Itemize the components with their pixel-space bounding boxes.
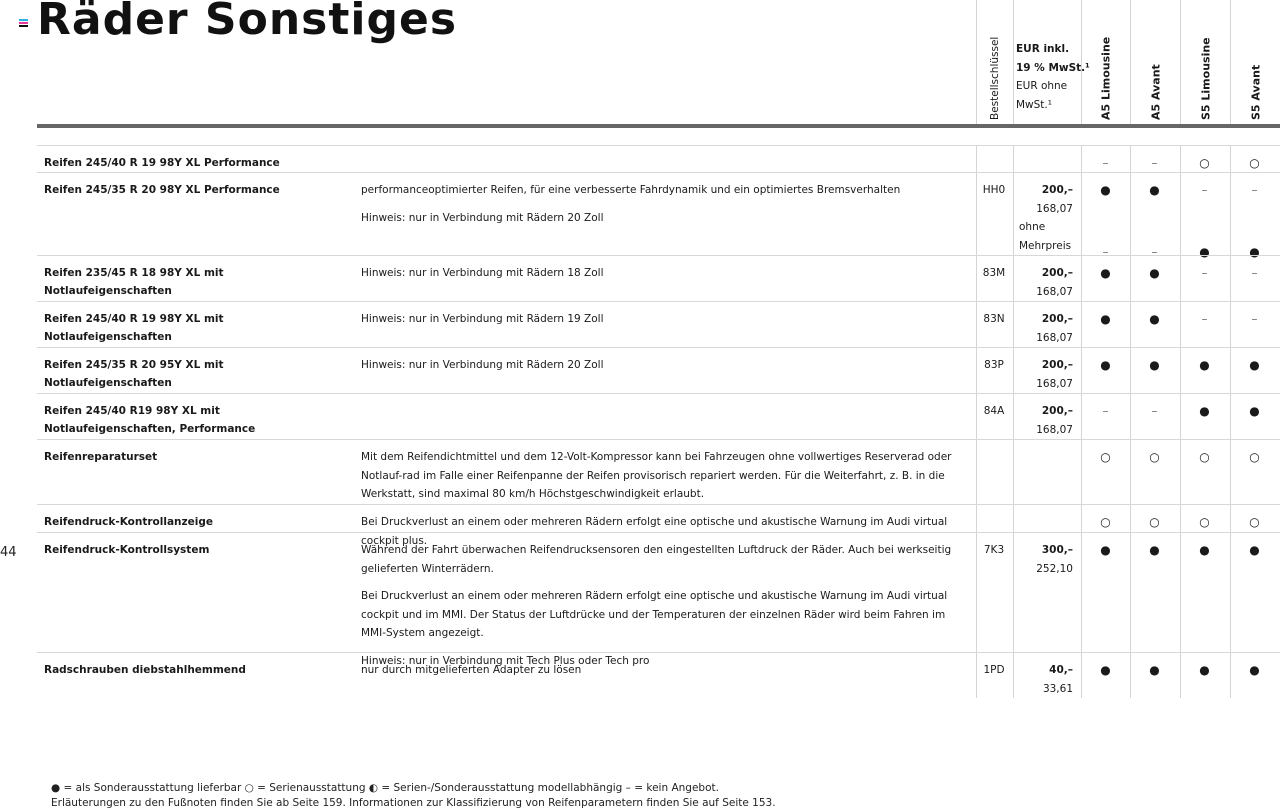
description-paragraph: Hinweis: nur in Verbindung mit Rädern 20 Zoll: [361, 211, 604, 224]
availability-a5-limousine: ●: [1100, 312, 1111, 326]
price-net: 168,07: [1036, 285, 1073, 298]
table-row: [37, 172, 1280, 259]
availability-a5-limousine: ●: [1100, 358, 1111, 372]
price-cell: [1013, 310, 1081, 347]
column-divider: [1013, 146, 1014, 172]
item-name: Reifendruck-Kontrollsystem: [44, 544, 210, 556]
availability-s5-avant: ○: [1249, 450, 1260, 464]
header-model-s5-limousine: S5 Limousine: [1180, 0, 1230, 126]
item-description: [361, 661, 973, 689]
availability-a5-limousine: ●: [1100, 663, 1111, 677]
item-description: [361, 356, 973, 384]
page-title: Räder Sonstiges: [37, 0, 458, 45]
availability-s5-avant: ●: [1249, 404, 1260, 418]
description-paragraph: Mit dem Reifendichtmittel und dem 12-Volt-Kompressor kann bei Fahrzeugen ohne vollwertiges Reserverad oder Notlauf-rad im Falle einer Reifenpanne der Reifen provisorisch repariert werden. Für die Weiterfahrt, z. B. in die Werkstatt, sind maximal 80 km/h Höchstgeschwindigkeit erlaubt.: [361, 451, 952, 500]
availability-a5-avant: ●: [1149, 183, 1160, 197]
price-gross: 300,–: [1041, 544, 1073, 556]
availability-a5-avant: –: [1151, 156, 1158, 170]
item-description: [361, 181, 973, 236]
availability-s5-limousine: ●: [1199, 245, 1210, 259]
equipment-table: [37, 145, 1280, 698]
availability-a5-limousine: ●: [1100, 183, 1111, 197]
description-paragraph: Hinweis: nur in Verbindung mit Rädern 20 Zoll: [361, 359, 604, 371]
order-code: 1PD: [983, 664, 1005, 676]
price-gross: 200,–: [1041, 184, 1073, 196]
availability-s5-avant: –: [1251, 266, 1258, 280]
header-price-label: EUR inkl. 19 % MwSt.¹ EUR ohne MwSt.¹: [1016, 43, 1090, 111]
table-row: [37, 504, 1280, 547]
legend: [51, 781, 776, 810]
item-description: [361, 448, 973, 513]
item-name: Radschrauben diebstahlhemmend: [44, 664, 246, 676]
item-name: Reifen 245/40 R 19 98Y XL mit Notlaufeigenschaften: [44, 313, 224, 343]
availability-s5-limousine: –: [1201, 312, 1208, 326]
availability-s5-avant: –: [1251, 312, 1258, 326]
price-cell: [1013, 402, 1081, 439]
availability-s5-avant: ●: [1249, 358, 1260, 372]
item-name: Reifendruck-Kontrollanzeige: [44, 516, 213, 528]
page-number: 44: [0, 545, 17, 560]
availability-a5-limousine: ○: [1100, 515, 1111, 529]
table-row: [37, 301, 1280, 347]
item-name: Reifen 245/40 R19 98Y XL mit Notlaufeigenschaften, Performance: [44, 405, 256, 435]
column-divider: [976, 505, 977, 532]
table-row: [37, 439, 1280, 504]
item-name: Reifen 245/35 R 20 98Y XL Performance: [44, 184, 280, 196]
column-divider: [976, 440, 977, 504]
price-cell: [1013, 661, 1081, 698]
availability-s5-limousine: –: [1201, 266, 1208, 280]
legend-footnote: Erläuterungen zu den Fußnoten finden Sie ab Seite 159. Informationen zur Klassifizierung von Reifenparametern finden Sie auf Seite 153.: [51, 797, 776, 809]
price-cell: [1013, 541, 1081, 578]
header-rule: [37, 124, 1280, 128]
header-order-key-label: Bestellschlüssel: [989, 36, 1001, 120]
header-model-s5-avant: S5 Avant: [1230, 0, 1280, 126]
order-code: HH0: [982, 184, 1006, 196]
availability-s5-limousine: ●: [1199, 543, 1210, 557]
availability-a5-avant: ●: [1149, 663, 1160, 677]
availability-a5-avant: –: [1151, 245, 1158, 259]
item-name: Reifen 245/40 R 19 98Y XL Performance: [44, 157, 280, 169]
price-gross: 200,–: [1041, 359, 1073, 371]
availability-s5-limousine: ●: [1199, 404, 1210, 418]
availability-a5-avant: ●: [1149, 543, 1160, 557]
item-name: Reifenreparaturset: [44, 451, 158, 463]
description-paragraph: Hinweis: nur in Verbindung mit Rädern 18 Zoll: [361, 267, 604, 279]
availability-a5-limousine: ○: [1100, 450, 1111, 464]
order-code: 83N: [983, 313, 1005, 325]
column-divider: [1013, 440, 1014, 504]
print-color-marker: [19, 19, 28, 28]
column-divider: [1013, 505, 1014, 532]
table-row: [37, 347, 1280, 393]
price-net: 168,07: [1036, 331, 1073, 344]
description-paragraph: performanceoptimierter Reifen, für eine verbesserte Fahrdynamik und ein optimiertes Bremsverhalten: [361, 184, 901, 196]
price-net: 252,10: [1036, 562, 1073, 575]
availability-a5-limousine: –: [1102, 156, 1109, 170]
order-code: 7K3: [983, 544, 1005, 556]
availability-a5-avant: ○: [1149, 515, 1160, 529]
availability-a5-limousine: ●: [1100, 266, 1111, 280]
legend-symbols: ● = als Sonderausstattung lieferbar ○ = Serienausstattung ◐ = Serien-/Sonderausstattung modellabhängig – = kein Angebot.: [51, 782, 719, 794]
availability-s5-avant: ○: [1249, 156, 1260, 170]
availability-a5-avant: ●: [1149, 266, 1160, 280]
availability-a5-limousine: ●: [1100, 543, 1111, 557]
item-description: [361, 264, 973, 292]
availability-s5-avant: ●: [1249, 543, 1260, 557]
header-model-a5-avant: A5 Avant: [1130, 0, 1180, 126]
header-order-key: [976, 0, 1013, 126]
price-cell: [1013, 181, 1081, 255]
price-gross: 200,–: [1041, 267, 1073, 279]
availability-s5-avant: –: [1251, 183, 1258, 197]
availability-s5-limousine: ●: [1199, 663, 1210, 677]
description-paragraph: Bei Druckverlust an einem oder mehreren Rädern erfolgt eine optische und akustische Warnung im Audi virtual cockpit und im MMI. Der Status der Luftdrücke und der Temperaturen der einzelnen Räder wird beim Fahren im MMI-System angezeigt.: [361, 590, 948, 639]
availability-a5-avant: –: [1151, 404, 1158, 418]
availability-a5-avant: ●: [1149, 312, 1160, 326]
column-divider: [976, 146, 977, 172]
price-gross: 200,–: [1041, 405, 1073, 417]
description-paragraph: Hinweis: nur in Verbindung mit Tech Plus oder Tech pro: [361, 654, 650, 667]
availability-a5-limousine: –: [1102, 245, 1109, 259]
availability-s5-limousine: ○: [1199, 515, 1210, 529]
price-note: ohne Mehrpreis: [1019, 221, 1072, 252]
order-code: 84A: [983, 405, 1005, 417]
availability-a5-limousine: –: [1102, 404, 1109, 418]
description-paragraph: Bei Druckverlust an einem oder mehreren Rädern erfolgt eine optische und akustische Warnung im Audi virtual cockpit plus.: [361, 516, 948, 547]
order-code: 83M: [982, 267, 1006, 279]
price-cell: [1013, 356, 1081, 393]
availability-s5-limousine: ○: [1199, 450, 1210, 464]
table-row: [37, 652, 1280, 698]
availability-s5-limousine: ●: [1199, 358, 1210, 372]
description-paragraph: nur durch mitgelieferten Adapter zu lösen: [361, 664, 582, 676]
description-paragraph: Während der Fahrt überwachen Reifendrucksensoren den eingestellten Luftdruck der Räder. Auch bei werkseitig gelieferten Winterrädern.: [361, 544, 952, 575]
price-cell: [1013, 264, 1081, 301]
table-row: [37, 145, 1280, 172]
table-row: [37, 255, 1280, 301]
price-net: 33,61: [1042, 682, 1073, 695]
price-net: 168,07: [1036, 377, 1073, 390]
table-row: [37, 393, 1280, 439]
availability-s5-avant: ●: [1249, 663, 1260, 677]
item-name: Reifen 245/35 R 20 95Y XL mit Notlaufeigenschaften: [44, 359, 224, 389]
item-description: [361, 310, 973, 338]
header-model-a5-limousine: A5 Limousine: [1081, 0, 1130, 126]
availability-s5-avant: ●: [1249, 245, 1260, 259]
availability-s5-limousine: ○: [1199, 156, 1210, 170]
price-gross: 40,–: [1049, 664, 1073, 676]
availability-s5-avant: ○: [1249, 515, 1260, 529]
availability-a5-avant: ○: [1149, 450, 1160, 464]
price-net: 168,07: [1036, 202, 1073, 215]
availability-a5-avant: ●: [1149, 358, 1160, 372]
availability-s5-limousine: –: [1201, 183, 1208, 197]
price-net: 168,07: [1036, 423, 1073, 436]
price-gross: 200,–: [1041, 313, 1073, 325]
order-code: 83P: [984, 359, 1004, 371]
table-row: [37, 532, 1280, 667]
item-name: Reifen 235/45 R 18 98Y XL mit Notlaufeigenschaften: [44, 267, 224, 297]
description-paragraph: Hinweis: nur in Verbindung mit Rädern 19 Zoll: [361, 313, 604, 325]
